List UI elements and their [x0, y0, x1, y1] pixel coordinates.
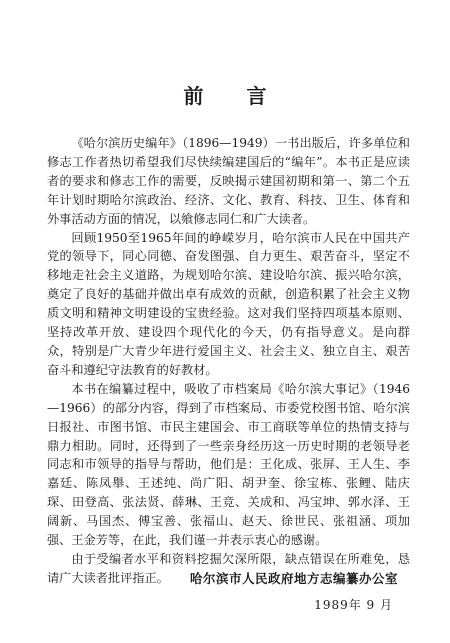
paragraph-3: 本书在编纂过程中，吸收了市档案局《哈尔滨大事记》（1946—1966）的部分内容，得到了市档案局、市委党校图书馆、哈尔滨日报社、市图书馆、市民主建国会、市工商联等单位的热情支持与鼎力相助。同时，还得到了一些亲身经历这一历史时期的老领导老同志和市领导的指导与帮助，他们是：王化成、张屏、王人生、李嘉廷、陈凤舉、王述纯、尚广阳、胡尹奎、徐宝栋、张鲤、陆庆琛、田登高、张法贤、薛琳、王竞、关成和、冯宝坤、郭水泽、王阔新、马国杰、傅宝善、张福山、赵天、徐世民、张祖涵、项加强、王金芳等，在此，我们谨一并表示衷心的感谢。: [47, 381, 410, 548]
preface-body: [47, 134, 410, 588]
paragraph-1: 《哈尔滨历史编年》（1896—1949）一书出版后，许多单位和修志工作者热切希望我们尽快续编建国后的“编年”。本书正是应读者的要求和修志工作的需要，反映揭示建国初期和第一、第二个五年计划时期哈尔滨政治、经济、文化、教育、科技、卫生、体育和外事活动方面的情况，以飨修志同仁和广大读者。: [47, 136, 410, 226]
page-title: 前 言: [183, 84, 285, 108]
paragraph-2: 回顾1950至1965年间的峥嵘岁月，哈尔滨市人民在中国共产党的领导下，同心同德、奋发图强、自力更生、艰苦奋斗，坚定不移地走社会主义道路，为规划哈尔滨、建设哈尔滨、振兴哈尔滨，奠定了良好的基础并做出卓有成效的贡献，创造积累了社会主义物质文明和精神文明建设的宝贵经验。这对我们坚持四项基本原则、坚持改革开放、建设四个现代化的今天，仍有指导意义。是向群众，特别是广大青少年进行爱国主义、社会主义、独立自主、艰苦奋斗和遵纪守法教育的好教材。: [47, 230, 410, 377]
signature: 哈尔滨市人民政府地方志编纂办公室: [189, 571, 398, 586]
paragraph-4: 由于受编者水平和资料挖掘欠深所限，缺点错误在所难免，恳请广大读者批评指正。: [47, 551, 410, 585]
date: 1989年 9 月: [314, 598, 393, 612]
